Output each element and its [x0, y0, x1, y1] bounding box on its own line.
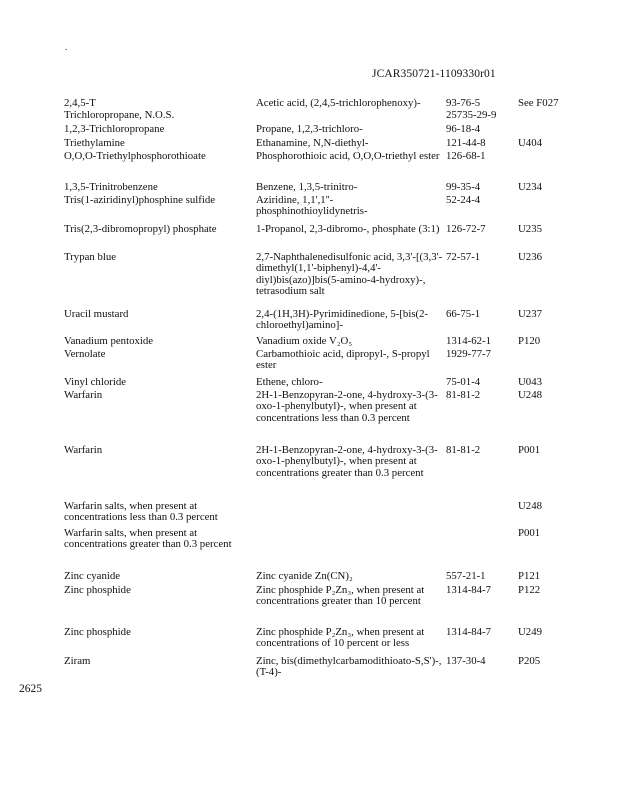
- row-cas: 1314-84-7: [446, 583, 491, 596]
- table-row: [0, 627, 618, 656]
- row-name: Uracil mustard: [64, 307, 129, 320]
- row-name: Zinc phosphide: [64, 583, 131, 596]
- row-code: U249: [518, 625, 542, 638]
- table-row: [0, 124, 618, 138]
- row-code: U235: [518, 222, 542, 235]
- table-row: [0, 224, 618, 252]
- row-name: Warfarin salts, when present at concentrations less than 0.3 percent: [64, 499, 218, 523]
- row-code: U248: [518, 388, 542, 401]
- table-row: [0, 445, 618, 501]
- row-name: Vanadium pentoxide: [64, 334, 154, 347]
- row-chemical: Phosphorothioic acid, O,O,O-triethyl ester: [256, 149, 440, 162]
- row-code: U234: [518, 180, 542, 193]
- row-cas: 81-81-2: [446, 388, 481, 401]
- table-row: [0, 252, 618, 309]
- row-cas: 72-57-1: [446, 250, 481, 263]
- row-chemical: Benzene, 1,3,5-trinitro-: [256, 180, 358, 193]
- table-row: [0, 501, 618, 528]
- row-cas-primary: 93-76-5: [446, 97, 481, 109]
- table-row: [0, 656, 618, 684]
- row-cas: 121-44-8: [446, 136, 486, 149]
- row-name: O,O,O-Triethylphosphorothioate: [64, 149, 206, 162]
- row-cas: 66-75-1: [446, 307, 481, 320]
- row-name: Triethylamine: [64, 136, 125, 149]
- row-name: Trichloropropane, N.O.S.: [64, 108, 175, 121]
- row-name: Vinyl chloride: [64, 375, 127, 388]
- row-code: P205: [518, 654, 541, 667]
- row-cas: 96-18-4: [446, 122, 481, 135]
- row-chemical: 2H-1-Benzopyran-2-one, 4-hydroxy-3-(3-oxo-1-phenylbutyl)-, when present at concentrations less than 0.3 percent: [256, 388, 438, 424]
- row-name: Zinc cyanide: [64, 569, 121, 582]
- row-code: P001: [518, 526, 541, 539]
- table-row: [0, 349, 618, 377]
- row-cas: 52-24-4: [446, 193, 481, 206]
- row-code: U248: [518, 499, 542, 512]
- row-name: Vernolate: [64, 347, 106, 360]
- row-code: P001: [518, 443, 541, 456]
- table-row: [0, 138, 618, 151]
- top-mark: .: [65, 42, 68, 52]
- row-chemical: 1-Propanol, 2,3-dibromo-, phosphate (3:1): [256, 222, 440, 235]
- table-row: [0, 110, 618, 124]
- table-row: [0, 195, 618, 224]
- row-code: U043: [518, 375, 542, 388]
- chemical-table: [0, 98, 618, 684]
- row-code: P120: [518, 334, 541, 347]
- row-cas: 557-21-1: [446, 569, 486, 582]
- table-row: [0, 528, 618, 571]
- row-name: Zinc phosphide: [64, 625, 131, 638]
- row-chemical: Zinc cyanide Zn(CN)₂: [256, 569, 353, 582]
- table-row: [0, 390, 618, 445]
- table-row: [0, 571, 618, 585]
- table-row: [0, 182, 618, 195]
- row-chemical: 2,4-(1H,3H)-Pyrimidinedione, 5-[bis(2-chloroethyl)amino]-: [256, 307, 429, 331]
- table-row: [0, 377, 618, 390]
- row-chemical: Carbamothioic acid, dipropyl-, S-propyl ester: [256, 347, 430, 371]
- row-cas: 126-68-1: [446, 149, 486, 162]
- row-name: 1,2,3-Trichloropropane: [64, 122, 165, 135]
- row-chemical: Vanadium oxide V₂O₅: [256, 334, 353, 347]
- row-chemical: Zinc phosphide P₂Zn₃, when present at concentrations of 10 percent or less: [256, 625, 425, 649]
- row-name: Warfarin: [64, 388, 103, 401]
- row-chemical: Acetic acid, (2,4,5-trichlorophenoxy)-: [256, 97, 421, 109]
- row-chemical: Ethanamine, N,N-diethyl-: [256, 136, 369, 149]
- row-code: U404: [518, 136, 542, 149]
- row-cas: 99-35-4: [446, 180, 481, 193]
- row-name: 2,4,5-T: [64, 97, 96, 109]
- row-name: Warfarin salts, when present at concentrations greater than 0.3 percent: [64, 526, 232, 550]
- table-row: [0, 151, 618, 182]
- row-cas: 81-81-2: [446, 443, 481, 456]
- row-cas-secondary: 25735-29-9: [446, 108, 497, 121]
- row-chemical: Propane, 1,2,3-trichloro-: [256, 122, 363, 135]
- row-code: U236: [518, 250, 542, 263]
- table-row: [0, 336, 618, 349]
- row-name: Warfarin: [64, 443, 103, 456]
- row-name: Trypan blue: [64, 250, 117, 263]
- page-number: 2625: [19, 683, 42, 695]
- row-chemical: Aziridine, 1,1',1''-phosphinothioylidynetris-: [256, 193, 368, 217]
- row-chemical: 2H-1-Benzopyran-2-one, 4-hydroxy-3-(3-oxo-1-phenylbutyl)-, when present at concentrations greater than 0.3 percent: [256, 443, 438, 479]
- row-name: 1,3,5-Trinitrobenzene: [64, 180, 158, 193]
- row-cas: 75-01-4: [446, 375, 481, 388]
- row-name: Tris(1-aziridinyl)phosphine sulfide: [64, 193, 216, 206]
- row-name: Tris(2,3-dibromopropyl) phosphate: [64, 222, 217, 235]
- table-row: [0, 585, 618, 627]
- row-cas: 1314-84-7: [446, 625, 491, 638]
- row-chemical: Zinc phosphide P₂Zn₃, when present at concentrations greater than 10 percent: [256, 583, 425, 607]
- row-chemical: Zinc, bis(dimethylcarbamodithioato-S,S')-, (T-4)-: [256, 654, 442, 678]
- row-code: See F027: [518, 97, 559, 109]
- row-code: P122: [518, 583, 541, 596]
- row-code: U237: [518, 307, 542, 320]
- row-cas: 1929-77-7: [446, 347, 491, 360]
- document-header-id: JCAR350721-1109330r01: [372, 68, 496, 80]
- table-row: [0, 309, 618, 336]
- row-cas: 126-72-7: [446, 222, 486, 235]
- row-cas: 137-30-4: [446, 654, 486, 667]
- row-chemical: Ethene, chloro-: [256, 375, 323, 388]
- row-chemical: 2,7-Naphthalenedisulfonic acid, 3,3'-[(3,3'-dimethyl(1,1'-biphenyl)-4,4'-diyl)bis(azo)]bis(5-amino-4-hydroxy)-, tetrasodium salt: [256, 250, 443, 297]
- row-name: Ziram: [64, 654, 91, 667]
- row-cas: 1314-62-1: [446, 334, 491, 347]
- row-code: P121: [518, 569, 541, 582]
